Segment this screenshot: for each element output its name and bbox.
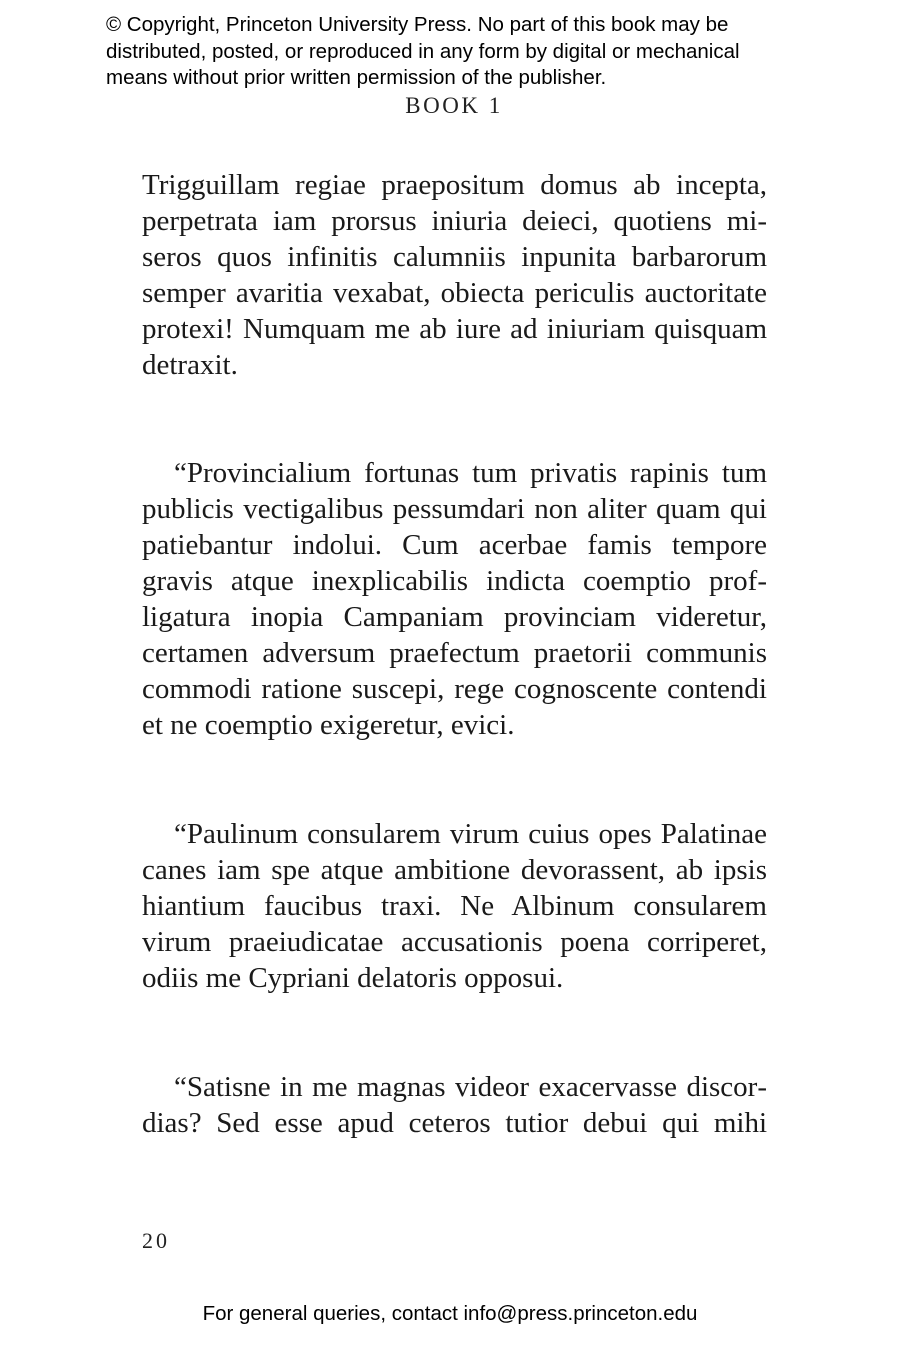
contact-note: For general queries, contact info@press.princeton.edu	[202, 1302, 698, 1325]
running-head: BOOK 1	[405, 93, 503, 118]
paragraph-text: “Paulinum consularem virum cuius opes Palatinae canes iam spe atque ambitione devorassent, ab ipsis hiantium faucibus traxi. Ne Albinum consularem virum praeiudicatae accusationis poena corriperet, odiis me Cypriani delatoris opposui.	[142, 818, 767, 994]
paragraph-3	[142, 816, 767, 996]
paragraph-text: Trigguillam regiae praepositum domus ab incepta, perpetrata iam prorsus iniuria deieci, quotiens miseros quos infinitis calumniis inpunita barbarorum semper avaritia vexabat, obiecta periculis auctoritate protexi! Numquam me ab iure ad iniuriam quisquam detraxit.	[142, 169, 767, 381]
paragraph-4	[142, 1069, 767, 1141]
page-number: 20	[142, 1228, 170, 1253]
paragraph-text: “Satisne in me magnas videor exacervasse discordias? Sed esse apud ceteros tutior debui qui mihi	[142, 1071, 767, 1139]
paragraph-2	[142, 455, 767, 743]
paragraph-text: “Provincialium fortunas tum privatis rapinis tum publicis vectigalibus pessumdari non aliter quam qui patiebantur indolui. Cum acerbae famis tempore gravis atque inexplicabilis indicta coemptio profligatura inopia Campaniam provinciam videretur, certamen adversum praefectum praetorii communis commodi ratione suscepi, rege cognoscente contendi et ne coemptio exigeretur, evici.	[142, 457, 767, 741]
copyright-notice: © Copyright, Princeton University Press. No part of this book may be distributed, posted, or reproduced in any form by digital or mechanical means without prior written permission of the publisher.	[106, 13, 740, 89]
paragraph-1	[142, 167, 767, 383]
